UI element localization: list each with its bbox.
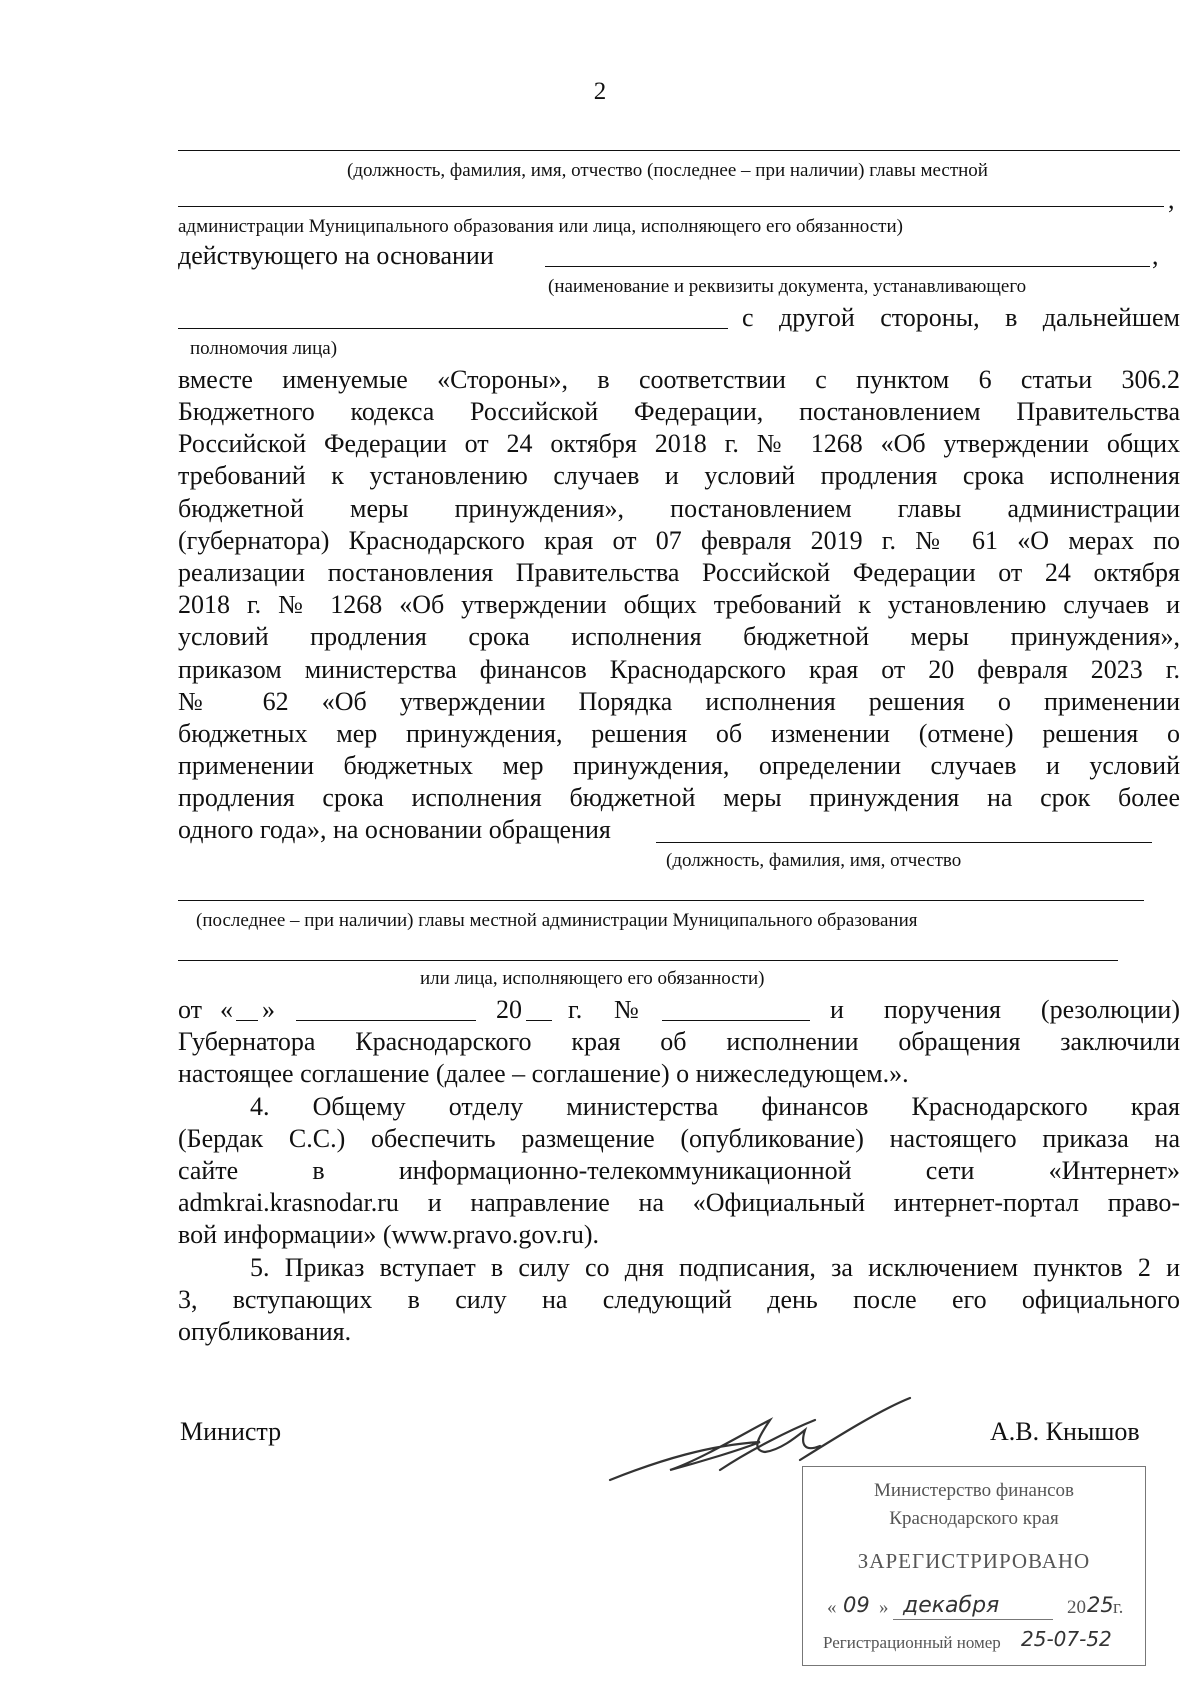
paragraph-line: вместе именуемые «Стороны», в соответствии с пунктом 6 статьи 306.2 [178, 365, 1180, 394]
date-quote-close: » [262, 995, 275, 1024]
caption-official-1: (должность, фамилия, имя, отчество (последнее – при наличии) главы местной [347, 160, 988, 181]
paragraph-line: бюджетных мер принуждения, решения об изменении (отмене) решения о [178, 719, 1180, 748]
paragraph-line: admkrai.krasnodar.ru и направление на «Официальный интернет-портал право- [178, 1188, 1180, 1217]
paragraph-line: Российской Федерации от 24 октября 2018 г. № 1268 «Об утверждении общих [178, 429, 1180, 458]
blank-basis [545, 266, 1150, 267]
stamp-reg-label: Регистрационный номер [823, 1633, 1001, 1652]
paragraph-line: № 62 «Об утверждении Порядка исполнения решения о применении [178, 687, 1180, 716]
stamp-org-line1: Министерство финансов [873, 1480, 1075, 1501]
paragraph-line: Бюджетного кодекса Российской Федерации, постановлением Правительства [178, 397, 1180, 426]
stamp-registration [823, 1627, 1141, 1657]
paragraph-line: 4. Общему отделу министерства финансов Краснодарского края [250, 1092, 1180, 1121]
date-quote-open: « [220, 995, 233, 1024]
date-year-blank [526, 998, 552, 1021]
stamp-reg-number: 25-07-52 [1021, 1627, 1112, 1651]
caption-powers: полномочия лица) [190, 338, 338, 359]
paragraph-line: Губернатора Краснодарского края об исполнении обращения заключили [178, 1027, 1180, 1056]
stamp-quote-open: « [827, 1597, 837, 1618]
stamp-date [823, 1593, 1133, 1623]
paragraph-line: приказом министерства финансов Краснодарского края от 20 февраля 2023 г. [178, 655, 1180, 684]
paragraph-line: бюджетной меры принуждения», постановлением главы администрации [178, 494, 1180, 523]
date-line [178, 994, 1180, 1026]
paragraph-line-last: опубликования. [178, 1317, 352, 1346]
paragraph-line: продления срока исполнения бюджетной меры принуждения на срок более [178, 783, 1180, 812]
blank-official-2 [178, 206, 1164, 207]
paragraph-line: требований к установлению случаев и условий продления срока исполнения [178, 461, 1180, 490]
stamp-year: 25 [1087, 1593, 1114, 1617]
blank-basis-2 [178, 328, 728, 329]
stamp-month-underline [893, 1619, 1053, 1620]
paragraph-line: применении бюджетных мер принуждения, определении случаев и условий [178, 751, 1180, 780]
caption-official-2: администрации Муниципального образования или лица, исполняющего его обязанности) [178, 216, 903, 237]
comma-2: , [1152, 241, 1159, 270]
page-number: 2 [593, 78, 607, 105]
paragraph-line: (Бердак С.С.) обеспечить размещение (опубликование) настоящего приказа на [178, 1124, 1180, 1153]
blank-official-1 [178, 150, 1180, 151]
appeal-label: одного года», на основании обращения [178, 815, 611, 844]
comma-1: , [1168, 185, 1175, 214]
date-day-blank [236, 998, 258, 1021]
caption-appeal-3: или лица, исполняющего его обязанности) [420, 968, 765, 989]
stamp-year-prefix: 20 [1067, 1597, 1086, 1618]
paragraph-line: реализации постановления Правительства Российской Федерации от 24 октября [178, 558, 1180, 587]
other-side-text: с другой стороны, в дальнейшем [742, 303, 1180, 332]
paragraph-line: сайте в информационно-телекоммуникационной сети «Интернет» [178, 1156, 1180, 1185]
date-number-sign: № [614, 995, 639, 1024]
paragraph-line: (губернатора) Краснодарского края от 07 февраля 2019 г. № 61 «О мерах по [178, 526, 1180, 555]
signer-position: Министр [180, 1417, 282, 1446]
date-tail: и поручения (резолюции) [830, 995, 1180, 1024]
blank-appeal-1 [656, 842, 1152, 843]
stamp-day: 09 [843, 1593, 870, 1617]
stamp-quote-close: » [879, 1597, 889, 1618]
caption-appeal-1: (должность, фамилия, имя, отчество [666, 850, 962, 871]
paragraph-line-last: вой информации» (www.pravo.gov.ru). [178, 1220, 599, 1249]
caption-appeal-2: (последнее – при наличии) главы местной администрации Муниципального образования [196, 910, 918, 931]
acting-label: действующего на основании [178, 241, 494, 270]
blank-appeal-2 [178, 900, 1144, 901]
date-ot: от [178, 995, 203, 1024]
paragraph-line: 5. Приказ вступает в силу со дня подписания, за исключением пунктов 2 и [250, 1253, 1180, 1282]
stamp-month: декабря [903, 1593, 1000, 1618]
date-year-prefix: 20 [496, 995, 522, 1024]
stamp-status: ЗАРЕГИСТРИРОВАНО [857, 1549, 1091, 1573]
registration-stamp [802, 1466, 1146, 1666]
date-year-suffix: г. [568, 995, 583, 1024]
stamp-year-suffix: г. [1113, 1597, 1124, 1618]
date-number-blank [662, 998, 810, 1021]
paragraph-line: 3, вступающих в силу на следующий день после его официального [178, 1285, 1180, 1314]
blank-appeal-3 [178, 960, 1118, 961]
stamp-org-line2: Краснодарского края [889, 1508, 1059, 1529]
signer-name: А.В. Кнышов [990, 1417, 1140, 1446]
caption-basis-doc: (наименование и реквизиты документа, устанавливающего [548, 276, 1027, 297]
date-month-blank [296, 998, 476, 1021]
paragraph-line: 2018 г. № 1268 «Об утверждении общих требований к установлению случаев и [178, 590, 1180, 619]
paragraph-line: условий продления срока исполнения бюджетной меры принуждения», [178, 622, 1180, 651]
paragraph-line-last: настоящее соглашение (далее – соглашение) о нижеследующем.». [178, 1059, 909, 1088]
